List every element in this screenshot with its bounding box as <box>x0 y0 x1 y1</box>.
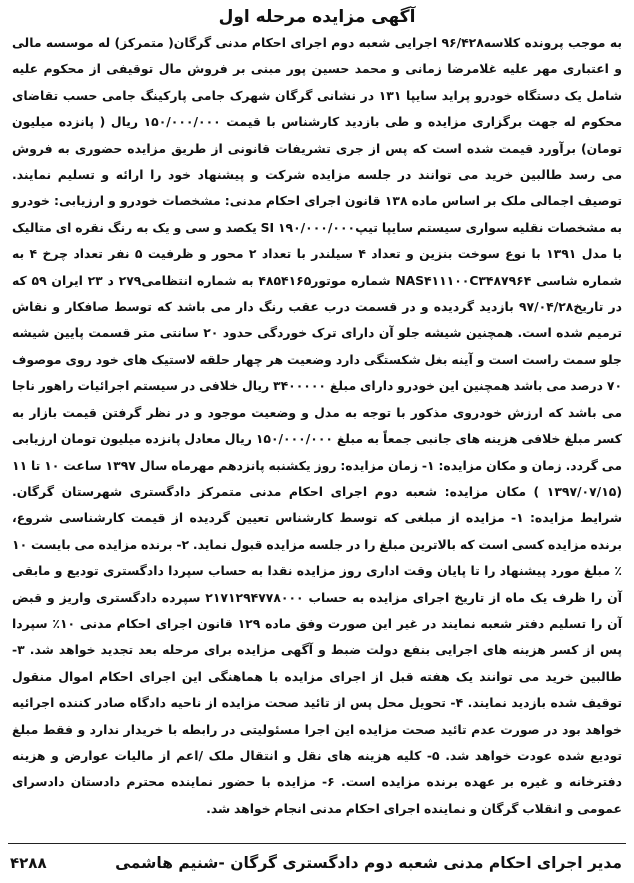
signature: مدیر اجرای احکام مدنی شعبه دوم دادگستری گرگان -شنیم هاشمی <box>115 854 622 872</box>
notice-title: آگهی مزایده مرحله اول <box>218 7 416 27</box>
notice-body: به موجب پرونده کلاسه۹۶/۴۲۸ اجرایی شعبه دوم اجرای احکام مدنی گرگان( متمرکز) له موسسه مالی و اعتباری مهر علیه غلامرضا زمانی و محمد حسین پور مبنی بر فروش مال توقیفی از محکوم علیه شامل یک دستگاه خودرو پراید سایپا ۱۳۱ در نشانی گرگان شهرک جامی پارکینگ جامی حسب تقاضای محکوم له جهت برگزاری مزایده و طی بازدید کارشناس با قیمت ۱۵۰/۰۰۰/۰۰۰ ریال ( پانزده میلیون تومان) برآورد قیمت شده است که پس از جری تشریفات قانونی از طریق مزایده حضوری به فروش می رسد طالبین خرید می توانند در جلسه مزایده شرکت و پیشنهاد خود را ارائه و تسلیم نمایند. توصیف اجمالی ملک بر اساس ماده ۱۳۸ قانون اجرای احکام مدنی: مشخصات خودرو و ارزیابی: خودرو به مشخصات نقلیه سواری سیستم سایپا تیپ۱۹۰/۰۰۰/۰۰۰ SI یکصد و سی و یک به رنگ نقره ای متالیک با مدل ۱۳۹۱ با نوع سوخت بنزین و تعداد ۴ سیلندر با تعداد ۲ محور و ظرفیت ۵ نفر تعداد چرخ ۴ به شماره شاسی NAS۴۱۱۱۰۰C۳۴۸۷۹۶۴ شماره موتور۴۸۵۴۱۶۵ به شماره انتظامی۲۷۹ د ۲۳ ایران ۵۹ که در تاریخ۹۷/۰۴/۲۸ بازدید گردیده و در قسمت درب عقب رنگ دار می باشد که توسط صافکار و نقاش ترمیم شده است. همچنین شیشه جلو آن دارای ترک خوردگی حدود ۲۰ سانتی متر قسمت پایین شیشه جلو سمت راست است و آینه بغل شکستگی دارد وضعیت هر چهار حلقه لاستیک های خود روی موصوف ۷۰ درصد می باشد همچنین این خودرو دارای مبلغ ۳۴۰۰۰۰۰ ریال خلافی در سیستم اجرائیات راهور ناجا می باشد که ارزش خودروی مذکور با توجه به مدل و وضعیت موجود و در نظر گرفتن قیمت بازار به کسر مبلغ خلافی هزینه های جانبی جمعاً به مبلغ ۱۵۰/۰۰۰/۰۰۰ ریال معادل پانزده میلیون تومان ارزیابی می گردد. زمان و مکان مزایده: ۱- زمان مزایده: روز یکشنبه پانزدهم مهرماه سال ۱۳۹۷ ساعت ۱۰ تا ۱۱ (۱۳۹۷/۰۷/۱۵ ) مکان مزایده: شعبه دوم اجرای احکام مدنی متمرکز دادگستری شهرستان گرگان. شرایط مزایده: ۱- مزایده از مبلغی که توسط کارشناس تعیین گردیده از قیمت کارشناسی شروع، برنده مزایده کسی است که بالاترین مبلغ را در جلسه مزایده قبول نماید. ۲- برنده مزایده می بایست ۱۰ ٪ مبلغ مورد پیشنهاد را تا پایان وقت اداری روز مزایده نقدا به حساب سپردا دادگستری تودیع و مابقی آن را ظرف یک ماه از تاریخ اجرای مزایده به حساب ۲۱۷۱۲۹۴۷۷۸۰۰۰ سپرده دادگستری واریز و قبض آن را تسلیم دفتر شعبه نمایند در غیر این صورت وفق ماده ۱۲۹ قانون اجرای احکام مدنی ۱۰٪ سپردا پس از کسر هزینه های اجرایی بنفع دولت ضبط و آگهی مزایده برای مرحله بعد تجدید خواهد شد. ۳- طالبین خرید می توانند یک هفته قبل از اجرای مزایده با هماهنگی این اجرای احکام اموال منقول توقیف شده بازدید نمایند. ۴- تحویل محل پس از تائید صحت مزایده از ناحیه دادگاه صادر کننده اجرائیه خواهد بود در صورت عدم تائید صحت مزایده این اجرا مسئولیتی در رابطه با خریدار ندارد و فقط مبلغ تودیع شده عودت خواهد شد. ۵- کلیه هزینه های نقل و انتقال ملک /اعم از مالیات عوارض و هزینه دفترخانه و غیره بر عهده برنده مزایده است. ۶- مزایده با حضور نماینده محترم دادستان دادسرای عمومی و انقلاب گرگان و نماینده اجرای احکام مدنی انجام خواهد شد. <box>12 35 623 816</box>
footer-divider <box>8 843 626 844</box>
ad-number: ۴۲۸۸ <box>10 854 47 872</box>
notice-footer <box>10 850 622 876</box>
